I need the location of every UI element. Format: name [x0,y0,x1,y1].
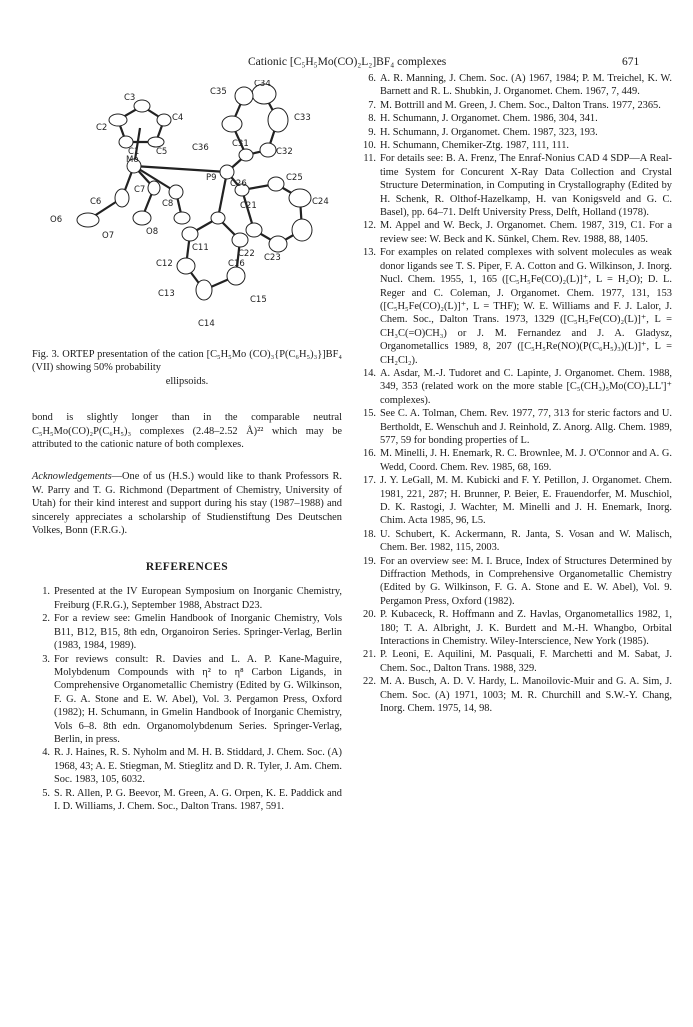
atom-label: C35 [210,87,227,97]
reference-number: 16. [363,448,376,460]
atom-label: C31 [232,139,249,149]
right-column [356,72,672,716]
reference-text: M. A. Busch, A. D. V. Hardy, L. Manoilovic-Muir and G. A. Sim, J. Chem. Soc. (A) 1971, 1003; M. R. Churchill and S.W.-Y. Chang, Inorg. Chem. 1975, 14, 98. [380,676,672,715]
atom-label: C8 [162,199,174,209]
reference-item [356,675,672,715]
reference-item [356,219,672,246]
running-title: Cationic [C₅H₅Mo(CO)₂L₂]BF₄ complexes [248,56,447,68]
figure-caption [32,348,342,388]
atom-label: C15 [250,295,267,305]
reference-text: See C. A. Tolman, Chem. Rev. 1977, 77, 313 for steric factors and U. Bertholdt, E. Wenschuh and J. Reinhold, Z. Anorg. Allg. Chem. 1989, 577, 59 for bonding properties of L. [380,408,672,446]
reference-number: 18. [363,528,376,540]
reference-number: 9. [368,126,376,138]
reference-text: For a review see: Gmelin Handbook of Inorganic Chemistry, Vols B11, B12, B15, 8th edn, Organoiron Series. Springer-Verlag, Berlin (1983, 1984, 1989). [54,613,342,652]
reference-item [356,474,672,528]
reference-text: For an overview see: M. I. Bruce, Index of Structures Determined by Diffraction Methods, in Comprehensive Organometallic Chemistry (Edited by G. Wilkinson, F. G. A. Stone and E. W. Abel), Vol. 9. Pergamon Press, Oxford (1982). [380,555,672,607]
reference-number: 4. [42,747,50,759]
atom-label: C6 [90,197,102,207]
reference-item [32,653,342,747]
reference-text: U. Schubert, K. Ackermann, R. Janta, S. Vosan and W. Malisch, Chem. Ber. 1982, 115, 2003. [380,528,672,554]
reference-item [356,367,672,407]
reference-number: 12. [363,220,376,232]
atom-label: C14 [198,319,215,329]
reference-text: P. Leoni, E. Aquilini, M. Pasquali, F. Marchetti and M. Sabat, J. Chem. Soc., Dalton Trans. 1988, 329. [380,649,672,674]
atom-label: C2 [96,123,108,133]
atom-label: C16 [228,259,245,269]
atom-label: C24 [312,197,329,207]
body-paragraph: bond is slightly longer than in the comparable neutral C₅H₅Mo(CO)₂P(C₆H₅)₃ complexes (2.48–2.52 Å)²² which may be attributed to the cationic nature of both complexes. [32,412,342,451]
reference-item [356,152,672,219]
atom-label: C5 [156,147,168,157]
reference-item [356,112,672,125]
reference-item [356,648,672,675]
atom-label: C4 [172,113,184,123]
figure-caption-last: ellipsoids. [165,375,209,387]
reference-number: 17. [363,475,376,487]
reference-number: 3. [42,653,50,665]
atom-label: O7 [102,231,115,241]
reference-text: H. Schumann, J. Organomet. Chem. 1986, 304, 341. [380,113,598,125]
reference-number: 14. [363,367,376,379]
reference-item [356,407,672,447]
acknowledgements-text: —One of us (H.S.) would like to thank Professors R. W. Parry and T. G. Richmond (Department of Chemistry, University of Utah) for their kind interest and support during his stay (1987–1988) and sincerely appreciates a scholarship of Studienstiftung Des Deutschen Volkes, Bonn (F.R.G.). [32,471,342,537]
reference-item [356,139,672,152]
reference-number: 15. [363,408,376,420]
reference-number: 21. [363,649,376,661]
atom-label: C12 [156,259,173,269]
atom-label: C1 [128,147,140,157]
reference-text: H. Schumann, J. Organomet. Chem. 1987, 323, 193. [380,126,598,138]
atom-label: C26 [230,179,247,189]
reference-item [356,99,672,112]
reference-item [356,555,672,609]
atom-label: C36 [192,143,209,153]
reference-number: 1. [42,586,50,598]
reference-item [32,746,342,786]
atom-label: C23 [264,253,281,263]
atom-label: O6 [50,215,63,225]
reference-text: A. R. Manning, J. Chem. Soc. (A) 1967, 1984; P. M. Treichel, K. W. Barnett and R. L. Shubkin, J. Organomet. Chem. 1967, 7, 449. [380,73,672,98]
reference-number: 6. [368,73,376,84]
reference-number: 2. [42,613,50,625]
atom-label: C21 [240,201,257,211]
reference-item [356,528,672,555]
reference-text: For examples on related complexes with solvent molecules as weak donor ligands see T. S. Piper, F. A. Cotton and G. Wilkinson, J. Inorg. Nucl. Chem. 1955, 1, 165 ([C₅H₅Fe(CO)₂(L)]⁺, L = H₂O); D. L. Reger and C. Coleman, J. Organomet. Chem. 1977, 131, 153 ([C₅H₅Fe(CO)₂(L)]⁺, L = THF); W. E. Williams and F. J. Lalor, J. Chem. Soc., Dalton Trans. 1973, 1329 ([C₅H₅Fe(CO)₂(L)]⁺, L = CH₃C(=O)CH₃) or J. M. Fernandez and J. A. Gladysz, Organometallics 1989, 8, 207 ([C₅H₅Re(NO)(P(C₆H₅)₃)(L)]⁺, L = CH₂Cl₂). [380,247,672,366]
atom-label: Mo [126,155,139,165]
atom-label: C33 [294,113,311,123]
reference-number: 13. [363,247,376,259]
reference-text: R. J. Haines, R. S. Nyholm and M. H. B. Stiddard, J. Chem. Soc. (A) 1968, 43; A. E. Stiegman, M. Stieglitz and D. R. Tyler, J. Am. Chem. Soc. 1983, 105, 6032. [54,747,342,786]
reference-number: 7. [368,99,376,111]
atom-label: C13 [158,289,175,299]
reference-number: 5. [42,787,50,799]
references-heading: REFERENCES [145,561,229,574]
reference-item [356,447,672,474]
atom-label: C22 [238,249,255,259]
atom-label: O8 [146,227,159,237]
reference-item [356,608,672,648]
reference-text: A. Asdar, M.-J. Tudoret and C. Lapinte, J. Organomet. Chem. 1988, 349, 353 (related work on the more stable [C₅(CH₃)₅Mo(CO)₂LL']⁺ complexes). [380,367,672,406]
figure-caption-text: Fig. 3. ORTEP presentation of the cation [C₅H₅Mo (CO)₃{P(C₆H₅)₃}]BF₄ (VII) showing 50% probability [32,349,342,374]
left-column [32,80,342,813]
page-number: 671 [622,56,640,68]
ortep-figure [32,80,342,340]
reference-item [356,126,672,139]
reference-number: 11. [363,153,376,165]
reference-text: M. Appel and W. Beck, J. Organomet. Chem. 1987, 319, C1. For a review see: W. Beck and K. Sünkel, Chem. Rev. 1988, 88, 1405. [380,220,672,245]
atom-label: C3 [124,93,136,103]
ortep-drawing [32,80,342,340]
reference-text: For reviews consult: R. Davies and L. A. P. Kane-Maguire, Molybdenum Compounds with η² to η⁸ Carbon Ligands, in Comprehensive Organometallic Chemistry (Edited by G. Wilkinson, F. G. A. Stone and E. W. Abel), Vol. 3. Pergamon Press, Oxford (1982); H. Schumann, in Gmelin Handbook of Inorganic Chemistry, Vols 6–8. 8th edn. Organomolybdenum Series. Springer-Verlag, Berlin, in press. [54,653,342,745]
ortep-atoms [77,84,312,300]
reference-number: 8. [368,113,376,125]
acknowledgements-heading: Acknowledgements [32,471,112,483]
reference-list-left [32,585,342,813]
reference-item [356,72,672,99]
atom-label: C25 [286,173,303,183]
atom-label: P9 [206,173,217,183]
reference-text: H. Schumann, Chemiker-Ztg. 1987, 111, 111. [380,140,570,152]
reference-item [32,612,342,652]
atom-label: C34 [254,80,271,89]
reference-text: J. Y. LeGall, M. M. Kubicki and F. Y. Petillon, J. Organomet. Chem. 1981, 221, 287; H. Brunner, P. Beier, E. Frauendorfer, M. Muschiol, D. K. Rastogi, J. Wachter, M. Minelli and J. H. Enemark, Inorg. Chim. Acta 1985, 96, L5. [380,475,672,527]
atom-label: C32 [276,147,293,157]
atom-label: C7 [134,185,146,195]
reference-list-right [356,72,672,716]
running-head [0,54,693,70]
reference-item [32,585,342,612]
reference-text: P. Kubaceck, R. Hoffmann and Z. Havlas, Organometallics 1982, 1, 180; T. A. Albright, J. K. Burdett and M.-H. Whangbo, Orbital Interactions in Chemistry. Wiley-Interscience, New York (1985). [380,609,672,648]
reference-item [356,246,672,367]
atom-label: C11 [192,243,209,253]
reference-number: 22. [363,676,376,688]
reference-text: M. Minelli, J. H. Enemark, R. C. Brownlee, M. J. O'Connor and A. G. Wedd, Coord. Chem. Rev. 1985, 68, 169. [380,448,672,473]
reference-text: For details see: B. A. Frenz, The Enraf-Nonius CAD 4 SDP—A Real-time System for Concurent X-Ray Data Collection and Crystal Structure Determination, in Computing in Crystallography (Edited by H. Schenk, R. Olthof-Hazelkamp, H. van Konigsveld and G. C. Basel), pp. 64–71. Delft University Press, Delft, Holland (1978). [380,153,672,219]
reference-item [32,787,342,814]
reference-text: Presented at the IV European Symposium on Inorganic Chemistry, Freiburg (F.R.G.), September 1988, Abstract D23. [54,586,342,611]
acknowledgements [32,470,342,537]
reference-number: 20. [363,609,376,621]
reference-number: 10. [363,140,376,152]
reference-text: S. R. Allen, P. G. Beevor, M. Green, A. G. Orpen, K. E. Paddick and I. D. Williams, J. Chem. Soc., Dalton Trans. 1987, 591. [54,787,342,812]
reference-text: M. Bottrill and M. Green, J. Chem. Soc., Dalton Trans. 1977, 2365. [380,99,661,111]
reference-number: 19. [363,555,376,567]
